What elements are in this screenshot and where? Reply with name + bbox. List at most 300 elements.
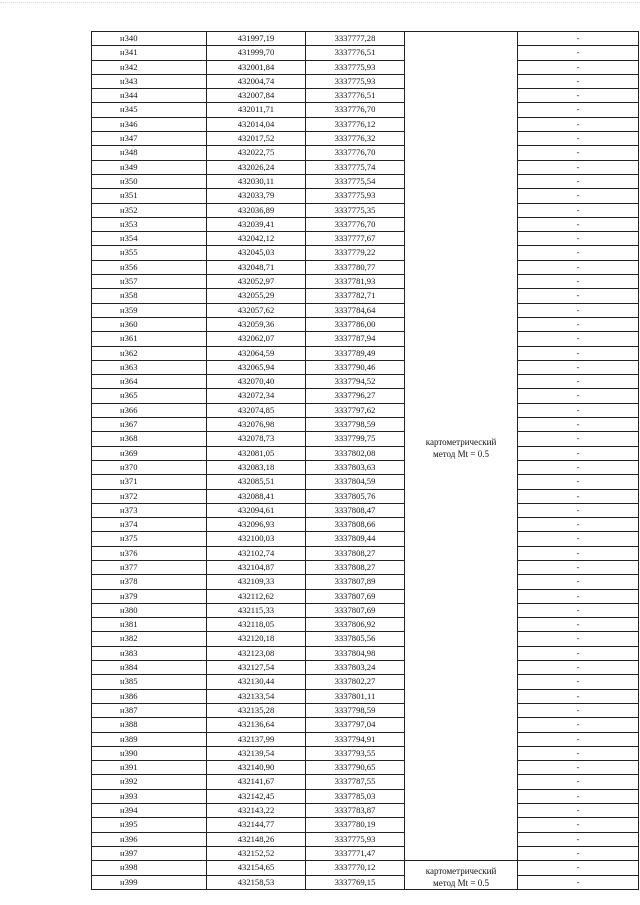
table-row xyxy=(92,232,639,246)
point-id-cell: н344 xyxy=(92,89,207,103)
x-coordinate-cell: 432065,94 xyxy=(207,360,306,374)
accuracy-cell: - xyxy=(518,718,639,732)
x-coordinate-cell: 432059,36 xyxy=(207,317,306,331)
y-coordinate-cell: 3337808,27 xyxy=(306,546,405,560)
table-row xyxy=(92,846,639,860)
point-id-cell: н367 xyxy=(92,418,207,432)
y-coordinate-cell: 3337777,28 xyxy=(306,32,405,46)
x-coordinate-cell: 432055,29 xyxy=(207,289,306,303)
point-id-cell: н396 xyxy=(92,832,207,846)
x-coordinate-cell: 432109,33 xyxy=(207,575,306,589)
table-row xyxy=(92,560,639,574)
x-coordinate-cell: 432033,79 xyxy=(207,189,306,203)
table-row xyxy=(92,503,639,517)
accuracy-cell: - xyxy=(518,603,639,617)
point-id-cell: н373 xyxy=(92,503,207,517)
table-row xyxy=(92,446,639,460)
x-coordinate-cell: 432078,73 xyxy=(207,432,306,446)
table-row xyxy=(92,818,639,832)
x-coordinate-cell: 432141,67 xyxy=(207,775,306,789)
x-coordinate-cell: 432085,51 xyxy=(207,475,306,489)
table-row xyxy=(92,289,639,303)
point-id-cell: н386 xyxy=(92,689,207,703)
y-coordinate-cell: 3337797,62 xyxy=(306,403,405,417)
x-coordinate-cell: 432001,84 xyxy=(207,60,306,74)
accuracy-cell: - xyxy=(518,403,639,417)
point-id-cell: н393 xyxy=(92,789,207,803)
table-row xyxy=(92,532,639,546)
x-coordinate-cell: 432057,62 xyxy=(207,303,306,317)
table-row xyxy=(92,589,639,603)
point-id-cell: н350 xyxy=(92,174,207,188)
point-id-cell: н349 xyxy=(92,160,207,174)
point-id-cell: н360 xyxy=(92,317,207,331)
y-coordinate-cell: 3337781,93 xyxy=(306,275,405,289)
accuracy-cell: - xyxy=(518,303,639,317)
x-coordinate-cell: 432094,61 xyxy=(207,503,306,517)
accuracy-cell: - xyxy=(518,160,639,174)
accuracy-cell: - xyxy=(518,217,639,231)
accuracy-cell: - xyxy=(518,232,639,246)
y-coordinate-cell: 3337805,56 xyxy=(306,632,405,646)
accuracy-cell: - xyxy=(518,332,639,346)
point-id-cell: н354 xyxy=(92,232,207,246)
point-id-cell: н381 xyxy=(92,618,207,632)
x-coordinate-cell: 432088,41 xyxy=(207,489,306,503)
point-id-cell: н388 xyxy=(92,718,207,732)
y-coordinate-cell: 3337776,70 xyxy=(306,146,405,160)
x-coordinate-cell: 431999,70 xyxy=(207,46,306,60)
table-row xyxy=(92,174,639,188)
point-id-cell: н399 xyxy=(92,875,207,889)
accuracy-cell: - xyxy=(518,375,639,389)
table-row xyxy=(92,861,639,875)
y-coordinate-cell: 3337808,66 xyxy=(306,518,405,532)
accuracy-cell: - xyxy=(518,203,639,217)
method-accuracy: метод Mt = 0.5 xyxy=(433,877,489,888)
method-name: картометрический xyxy=(425,865,497,876)
table-row xyxy=(92,703,639,717)
y-coordinate-cell: 3337776,70 xyxy=(306,217,405,231)
accuracy-cell: - xyxy=(518,146,639,160)
table-row xyxy=(92,432,639,446)
table-row xyxy=(92,546,639,560)
y-coordinate-cell: 3337776,51 xyxy=(306,89,405,103)
x-coordinate-cell: 432096,93 xyxy=(207,518,306,532)
accuracy-cell: - xyxy=(518,46,639,60)
accuracy-cell: - xyxy=(518,174,639,188)
x-coordinate-cell: 432045,03 xyxy=(207,246,306,260)
x-coordinate-cell: 432143,22 xyxy=(207,804,306,818)
y-coordinate-cell: 3337786,00 xyxy=(306,317,405,331)
x-coordinate-cell: 432136,64 xyxy=(207,718,306,732)
accuracy-cell: - xyxy=(518,260,639,274)
y-coordinate-cell: 3337793,55 xyxy=(306,746,405,760)
x-coordinate-cell: 432030,11 xyxy=(207,174,306,188)
point-id-cell: н397 xyxy=(92,846,207,860)
accuracy-cell: - xyxy=(518,703,639,717)
accuracy-cell: - xyxy=(518,804,639,818)
point-id-cell: н365 xyxy=(92,389,207,403)
point-id-cell: н378 xyxy=(92,575,207,589)
table-row xyxy=(92,646,639,660)
accuracy-cell: - xyxy=(518,618,639,632)
table-row xyxy=(92,575,639,589)
x-coordinate-cell: 432130,44 xyxy=(207,675,306,689)
y-coordinate-cell: 3337801,11 xyxy=(306,689,405,703)
y-coordinate-cell: 3337770,12 xyxy=(306,861,405,875)
table-row xyxy=(92,103,639,117)
accuracy-cell: - xyxy=(518,317,639,331)
accuracy-cell: - xyxy=(518,732,639,746)
point-id-cell: н384 xyxy=(92,661,207,675)
scan-edge-artifact xyxy=(0,2,640,7)
x-coordinate-cell: 432115,33 xyxy=(207,603,306,617)
y-coordinate-cell: 3337807,69 xyxy=(306,603,405,617)
point-id-cell: н345 xyxy=(92,103,207,117)
accuracy-cell: - xyxy=(518,818,639,832)
y-coordinate-cell: 3337804,98 xyxy=(306,646,405,660)
point-id-cell: н375 xyxy=(92,532,207,546)
table-row xyxy=(92,89,639,103)
x-coordinate-cell: 432072,34 xyxy=(207,389,306,403)
x-coordinate-cell: 432144,77 xyxy=(207,818,306,832)
point-id-cell: н351 xyxy=(92,189,207,203)
method-name: картометрический xyxy=(425,436,497,447)
accuracy-cell: - xyxy=(518,89,639,103)
y-coordinate-cell: 3337784,64 xyxy=(306,303,405,317)
accuracy-cell: - xyxy=(518,518,639,532)
y-coordinate-cell: 3337775,35 xyxy=(306,203,405,217)
method-text xyxy=(405,433,517,460)
accuracy-cell: - xyxy=(518,460,639,474)
table-row xyxy=(92,518,639,532)
method-text xyxy=(405,862,517,889)
x-coordinate-cell: 432142,45 xyxy=(207,789,306,803)
x-coordinate-cell: 432074,85 xyxy=(207,403,306,417)
point-id-cell: н364 xyxy=(92,375,207,389)
table-row xyxy=(92,403,639,417)
table-row xyxy=(92,475,639,489)
x-coordinate-cell: 432140,90 xyxy=(207,761,306,775)
y-coordinate-cell: 3337776,32 xyxy=(306,132,405,146)
y-coordinate-cell: 3337775,93 xyxy=(306,60,405,74)
accuracy-cell: - xyxy=(518,389,639,403)
x-coordinate-cell: 432104,87 xyxy=(207,560,306,574)
point-id-cell: н392 xyxy=(92,775,207,789)
y-coordinate-cell: 3337783,87 xyxy=(306,804,405,818)
y-coordinate-cell: 3337809,44 xyxy=(306,532,405,546)
table-row xyxy=(92,32,639,46)
y-coordinate-cell: 3337802,27 xyxy=(306,675,405,689)
x-coordinate-cell: 432062,07 xyxy=(207,332,306,346)
table-row xyxy=(92,203,639,217)
accuracy-cell: - xyxy=(518,275,639,289)
y-coordinate-cell: 3337790,46 xyxy=(306,360,405,374)
point-id-cell: н347 xyxy=(92,132,207,146)
table-row xyxy=(92,804,639,818)
y-coordinate-cell: 3337775,93 xyxy=(306,74,405,88)
y-coordinate-cell: 3337790,65 xyxy=(306,761,405,775)
point-id-cell: н358 xyxy=(92,289,207,303)
accuracy-cell: - xyxy=(518,532,639,546)
table-row xyxy=(92,632,639,646)
accuracy-cell: - xyxy=(518,546,639,560)
y-coordinate-cell: 3337787,94 xyxy=(306,332,405,346)
accuracy-cell: - xyxy=(518,575,639,589)
y-coordinate-cell: 3337798,59 xyxy=(306,703,405,717)
x-coordinate-cell: 432120,18 xyxy=(207,632,306,646)
x-coordinate-cell: 432152,52 xyxy=(207,846,306,860)
x-coordinate-cell: 432137,99 xyxy=(207,732,306,746)
y-coordinate-cell: 3337794,52 xyxy=(306,375,405,389)
y-coordinate-cell: 3337769,15 xyxy=(306,875,405,889)
y-coordinate-cell: 3337789,49 xyxy=(306,346,405,360)
point-id-cell: н355 xyxy=(92,246,207,260)
accuracy-cell: - xyxy=(518,475,639,489)
y-coordinate-cell: 3337807,89 xyxy=(306,575,405,589)
accuracy-cell: - xyxy=(518,646,639,660)
accuracy-cell: - xyxy=(518,560,639,574)
x-coordinate-cell: 432048,71 xyxy=(207,260,306,274)
point-id-cell: н398 xyxy=(92,861,207,875)
x-coordinate-cell: 432100,03 xyxy=(207,532,306,546)
table-row xyxy=(92,775,639,789)
point-id-cell: н372 xyxy=(92,489,207,503)
table-row xyxy=(92,160,639,174)
accuracy-cell: - xyxy=(518,32,639,46)
x-coordinate-cell: 432135,28 xyxy=(207,703,306,717)
point-id-cell: н369 xyxy=(92,446,207,460)
table-row xyxy=(92,418,639,432)
x-coordinate-cell: 432042,12 xyxy=(207,232,306,246)
accuracy-cell: - xyxy=(518,74,639,88)
table-row xyxy=(92,246,639,260)
coordinates-table-body xyxy=(92,32,639,890)
accuracy-cell: - xyxy=(518,775,639,789)
point-id-cell: н357 xyxy=(92,275,207,289)
y-coordinate-cell: 3337771,47 xyxy=(306,846,405,860)
point-id-cell: н370 xyxy=(92,460,207,474)
accuracy-cell: - xyxy=(518,589,639,603)
table-row xyxy=(92,761,639,775)
x-coordinate-cell: 432123,08 xyxy=(207,646,306,660)
accuracy-cell: - xyxy=(518,746,639,760)
accuracy-cell: - xyxy=(518,503,639,517)
y-coordinate-cell: 3337807,69 xyxy=(306,589,405,603)
point-id-cell: н391 xyxy=(92,761,207,775)
point-id-cell: н343 xyxy=(92,74,207,88)
point-id-cell: н366 xyxy=(92,403,207,417)
accuracy-cell: - xyxy=(518,446,639,460)
y-coordinate-cell: 3337802,08 xyxy=(306,446,405,460)
x-coordinate-cell: 432064,59 xyxy=(207,346,306,360)
x-coordinate-cell: 432039,41 xyxy=(207,217,306,231)
table-row xyxy=(92,489,639,503)
accuracy-cell: - xyxy=(518,189,639,203)
table-row xyxy=(92,117,639,131)
table-row xyxy=(92,746,639,760)
y-coordinate-cell: 3337803,24 xyxy=(306,661,405,675)
point-id-cell: н346 xyxy=(92,117,207,131)
point-id-cell: н361 xyxy=(92,332,207,346)
table-row xyxy=(92,832,639,846)
table-row xyxy=(92,732,639,746)
x-coordinate-cell: 432011,71 xyxy=(207,103,306,117)
y-coordinate-cell: 3337799,75 xyxy=(306,432,405,446)
x-coordinate-cell: 432112,62 xyxy=(207,589,306,603)
table-row xyxy=(92,661,639,675)
table-row xyxy=(92,60,639,74)
table-row xyxy=(92,360,639,374)
x-coordinate-cell: 432081,05 xyxy=(207,446,306,460)
y-coordinate-cell: 3337796,27 xyxy=(306,389,405,403)
accuracy-cell: - xyxy=(518,632,639,646)
y-coordinate-cell: 3337776,12 xyxy=(306,117,405,131)
y-coordinate-cell: 3337776,70 xyxy=(306,103,405,117)
x-coordinate-cell: 432133,54 xyxy=(207,689,306,703)
point-id-cell: н353 xyxy=(92,217,207,231)
x-coordinate-cell: 432076,98 xyxy=(207,418,306,432)
point-id-cell: н394 xyxy=(92,804,207,818)
y-coordinate-cell: 3337805,76 xyxy=(306,489,405,503)
x-coordinate-cell: 432004,74 xyxy=(207,74,306,88)
y-coordinate-cell: 3337777,67 xyxy=(306,232,405,246)
point-id-cell: н380 xyxy=(92,603,207,617)
point-id-cell: н379 xyxy=(92,589,207,603)
x-coordinate-cell: 432148,26 xyxy=(207,832,306,846)
point-id-cell: н395 xyxy=(92,818,207,832)
point-id-cell: н371 xyxy=(92,475,207,489)
x-coordinate-cell: 432158,53 xyxy=(207,875,306,889)
y-coordinate-cell: 3337808,27 xyxy=(306,560,405,574)
table-row xyxy=(92,189,639,203)
table-row xyxy=(92,332,639,346)
point-id-cell: н352 xyxy=(92,203,207,217)
accuracy-cell: - xyxy=(518,60,639,74)
accuracy-cell: - xyxy=(518,432,639,446)
x-coordinate-cell: 432017,52 xyxy=(207,132,306,146)
point-id-cell: н341 xyxy=(92,46,207,60)
table-row xyxy=(92,460,639,474)
accuracy-cell: - xyxy=(518,661,639,675)
table-row xyxy=(92,303,639,317)
point-id-cell: н356 xyxy=(92,260,207,274)
accuracy-cell: - xyxy=(518,132,639,146)
accuracy-cell: - xyxy=(518,246,639,260)
y-coordinate-cell: 3337808,47 xyxy=(306,503,405,517)
accuracy-cell: - xyxy=(518,689,639,703)
accuracy-cell: - xyxy=(518,789,639,803)
table-row xyxy=(92,346,639,360)
point-id-cell: н374 xyxy=(92,518,207,532)
point-id-cell: н377 xyxy=(92,560,207,574)
table-row xyxy=(92,789,639,803)
y-coordinate-cell: 3337804,59 xyxy=(306,475,405,489)
point-id-cell: н363 xyxy=(92,360,207,374)
method-accuracy: метод Mt = 0.5 xyxy=(433,448,489,459)
table-row xyxy=(92,46,639,60)
accuracy-cell: - xyxy=(518,346,639,360)
table-row xyxy=(92,375,639,389)
y-coordinate-cell: 3337806,92 xyxy=(306,618,405,632)
table-row xyxy=(92,260,639,274)
table-row xyxy=(92,689,639,703)
x-coordinate-cell: 432118,05 xyxy=(207,618,306,632)
y-coordinate-cell: 3337775,74 xyxy=(306,160,405,174)
accuracy-cell: - xyxy=(518,761,639,775)
table-row xyxy=(92,718,639,732)
table-row xyxy=(92,389,639,403)
table-row xyxy=(92,317,639,331)
point-id-cell: н362 xyxy=(92,346,207,360)
y-coordinate-cell: 3337803,63 xyxy=(306,460,405,474)
y-coordinate-cell: 3337776,51 xyxy=(306,46,405,60)
point-id-cell: н368 xyxy=(92,432,207,446)
point-id-cell: н359 xyxy=(92,303,207,317)
point-id-cell: н382 xyxy=(92,632,207,646)
accuracy-cell: - xyxy=(518,418,639,432)
table-row xyxy=(92,217,639,231)
accuracy-cell: - xyxy=(518,861,639,875)
point-id-cell: н389 xyxy=(92,732,207,746)
x-coordinate-cell: 432022,75 xyxy=(207,146,306,160)
table-row xyxy=(92,875,639,889)
point-id-cell: н348 xyxy=(92,146,207,160)
table-row xyxy=(92,675,639,689)
point-id-cell: н342 xyxy=(92,60,207,74)
y-coordinate-cell: 3337775,54 xyxy=(306,174,405,188)
point-id-cell: н385 xyxy=(92,675,207,689)
x-coordinate-cell: 432083,18 xyxy=(207,460,306,474)
y-coordinate-cell: 3337782,71 xyxy=(306,289,405,303)
x-coordinate-cell: 432026,24 xyxy=(207,160,306,174)
y-coordinate-cell: 3337787,55 xyxy=(306,775,405,789)
point-id-cell: н340 xyxy=(92,32,207,46)
x-coordinate-cell: 432052,97 xyxy=(207,275,306,289)
accuracy-cell: - xyxy=(518,846,639,860)
y-coordinate-cell: 3337797,04 xyxy=(306,718,405,732)
accuracy-cell: - xyxy=(518,675,639,689)
y-coordinate-cell: 3337775,93 xyxy=(306,832,405,846)
x-coordinate-cell: 432070,40 xyxy=(207,375,306,389)
table-row xyxy=(92,74,639,88)
x-coordinate-cell: 432036,89 xyxy=(207,203,306,217)
table-row xyxy=(92,603,639,617)
method-cell xyxy=(405,32,518,861)
table-row xyxy=(92,275,639,289)
x-coordinate-cell: 432139,54 xyxy=(207,746,306,760)
x-coordinate-cell: 431997,19 xyxy=(207,32,306,46)
x-coordinate-cell: 432127,54 xyxy=(207,661,306,675)
accuracy-cell: - xyxy=(518,832,639,846)
y-coordinate-cell: 3337779,22 xyxy=(306,246,405,260)
accuracy-cell: - xyxy=(518,489,639,503)
coordinates-table xyxy=(91,31,639,890)
y-coordinate-cell: 3337780,19 xyxy=(306,818,405,832)
accuracy-cell: - xyxy=(518,117,639,131)
table-row xyxy=(92,146,639,160)
accuracy-cell: - xyxy=(518,875,639,889)
y-coordinate-cell: 3337794,91 xyxy=(306,732,405,746)
x-coordinate-cell: 432007,84 xyxy=(207,89,306,103)
method-cell xyxy=(405,861,518,890)
accuracy-cell: - xyxy=(518,289,639,303)
x-coordinate-cell: 432154,65 xyxy=(207,861,306,875)
y-coordinate-cell: 3337780,77 xyxy=(306,260,405,274)
point-id-cell: н387 xyxy=(92,703,207,717)
y-coordinate-cell: 3337775,93 xyxy=(306,189,405,203)
